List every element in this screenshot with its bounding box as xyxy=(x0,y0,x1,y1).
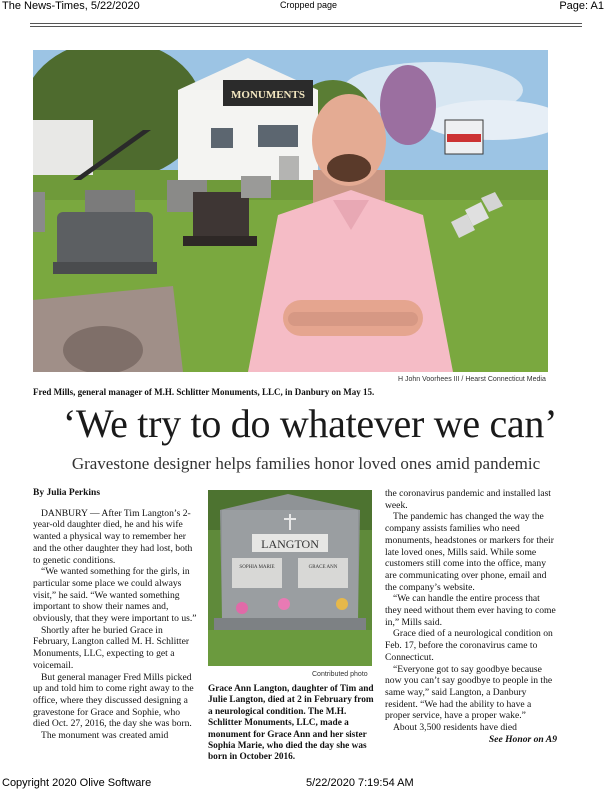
publication-date-label: The News-Times, 5/22/2020 xyxy=(2,0,140,12)
gravestone-photo xyxy=(208,490,372,666)
cropped-page-label: Cropped page xyxy=(280,0,338,10)
paragraph: “We can handle the entire process that they need without them ever having to come in,” Mills said. xyxy=(385,593,556,628)
byline: By Julia Perkins xyxy=(33,488,101,498)
page-number-label: Page: A1 xyxy=(559,0,604,12)
main-photo xyxy=(33,50,548,372)
copyright-label: Copyright 2020 Olive Software xyxy=(2,777,152,789)
photo-credit: H John Voorhees III / Hearst Connecticut Media xyxy=(398,376,546,383)
page-header-bar xyxy=(0,0,612,14)
paragraph: About 3,500 residents have died xyxy=(393,722,517,734)
top-divider xyxy=(30,23,582,24)
inset-photo-caption: Grace Ann Langton, daughter of Tim and Julie Langton, died at 2 in February from a neurological condition. The M.H. Schlitter Monuments, LLC, made a monument for Grace Ann and her sister Sophia Marie, who died the day she was born in October 2016. xyxy=(208,684,374,763)
page-footer-bar xyxy=(0,777,612,791)
stone-left-name: SOPHIA MARIE xyxy=(239,565,275,570)
inset-photo-credit: Contributed photo xyxy=(312,671,368,678)
stone-right-name: GRACE ANN xyxy=(308,565,338,570)
headline: ‘We try to do whatever we can’ xyxy=(62,401,558,446)
main-photo-caption: Fred Mills, general manager of M.H. Schlitter Monuments, LLC, in Danbury on May 15. xyxy=(33,387,375,397)
paragraph: “Everyone got to say goodbye because now you can’t say goodbye to people in the same way,” said Langton, a Danbury resident. “We had the ability to have a proper service, have a proper wake.” xyxy=(385,663,553,722)
continued-jump-link[interactable]: See Honor on A9 xyxy=(488,733,557,745)
timestamp-label: 5/22/2020 7:19:54 AM xyxy=(306,777,414,789)
paragraph: But general manager Fred Mills picked up and told him to come right away to the office, where they discussed designing a gravestone for Grace and Sophie, who died Oct. 27, 2016, the day she was born. xyxy=(33,671,194,730)
paragraph: DANBURY — After Tim Langton’s 2-year-old daughter died, he and his wife wanted a physical way to remember her and the other daughter they had lost, both to genetic conditions. xyxy=(33,507,193,566)
paragraph: The pandemic has changed the way the company assists families who need monuments, headstones or markers for their late loved ones, Mills said. While some customers still come into the office, many are communicating over phone, email and the company’s website. xyxy=(385,511,554,593)
paragraph: “We wanted something for the girls, in particular some place we could always visit,” he said. “We wanted something important to show their names and, obviously, that they were important to us.” xyxy=(33,566,197,625)
paragraph: the coronavirus pandemic and installed last week. xyxy=(385,488,551,511)
building-sign-text: MONUMENTS xyxy=(231,89,305,101)
paragraph: The monument was created amid xyxy=(41,730,169,742)
subheadline: Gravestone designer helps families honor loved ones amid pandemic xyxy=(71,454,541,473)
stone-surname-text: LANGTON xyxy=(261,537,319,551)
article-column-1 xyxy=(33,488,198,742)
article-column-3 xyxy=(385,488,557,745)
paragraph: Shortly after he buried Grace in February, Langton called M. H. Schlitter Monuments, LLC, expecting to get a voicemail. xyxy=(33,624,190,671)
paragraph: Grace died of a neurological condition on Feb. 17, before the coronavirus came to Connecticut. xyxy=(385,628,553,663)
top-divider-thin xyxy=(30,26,582,27)
